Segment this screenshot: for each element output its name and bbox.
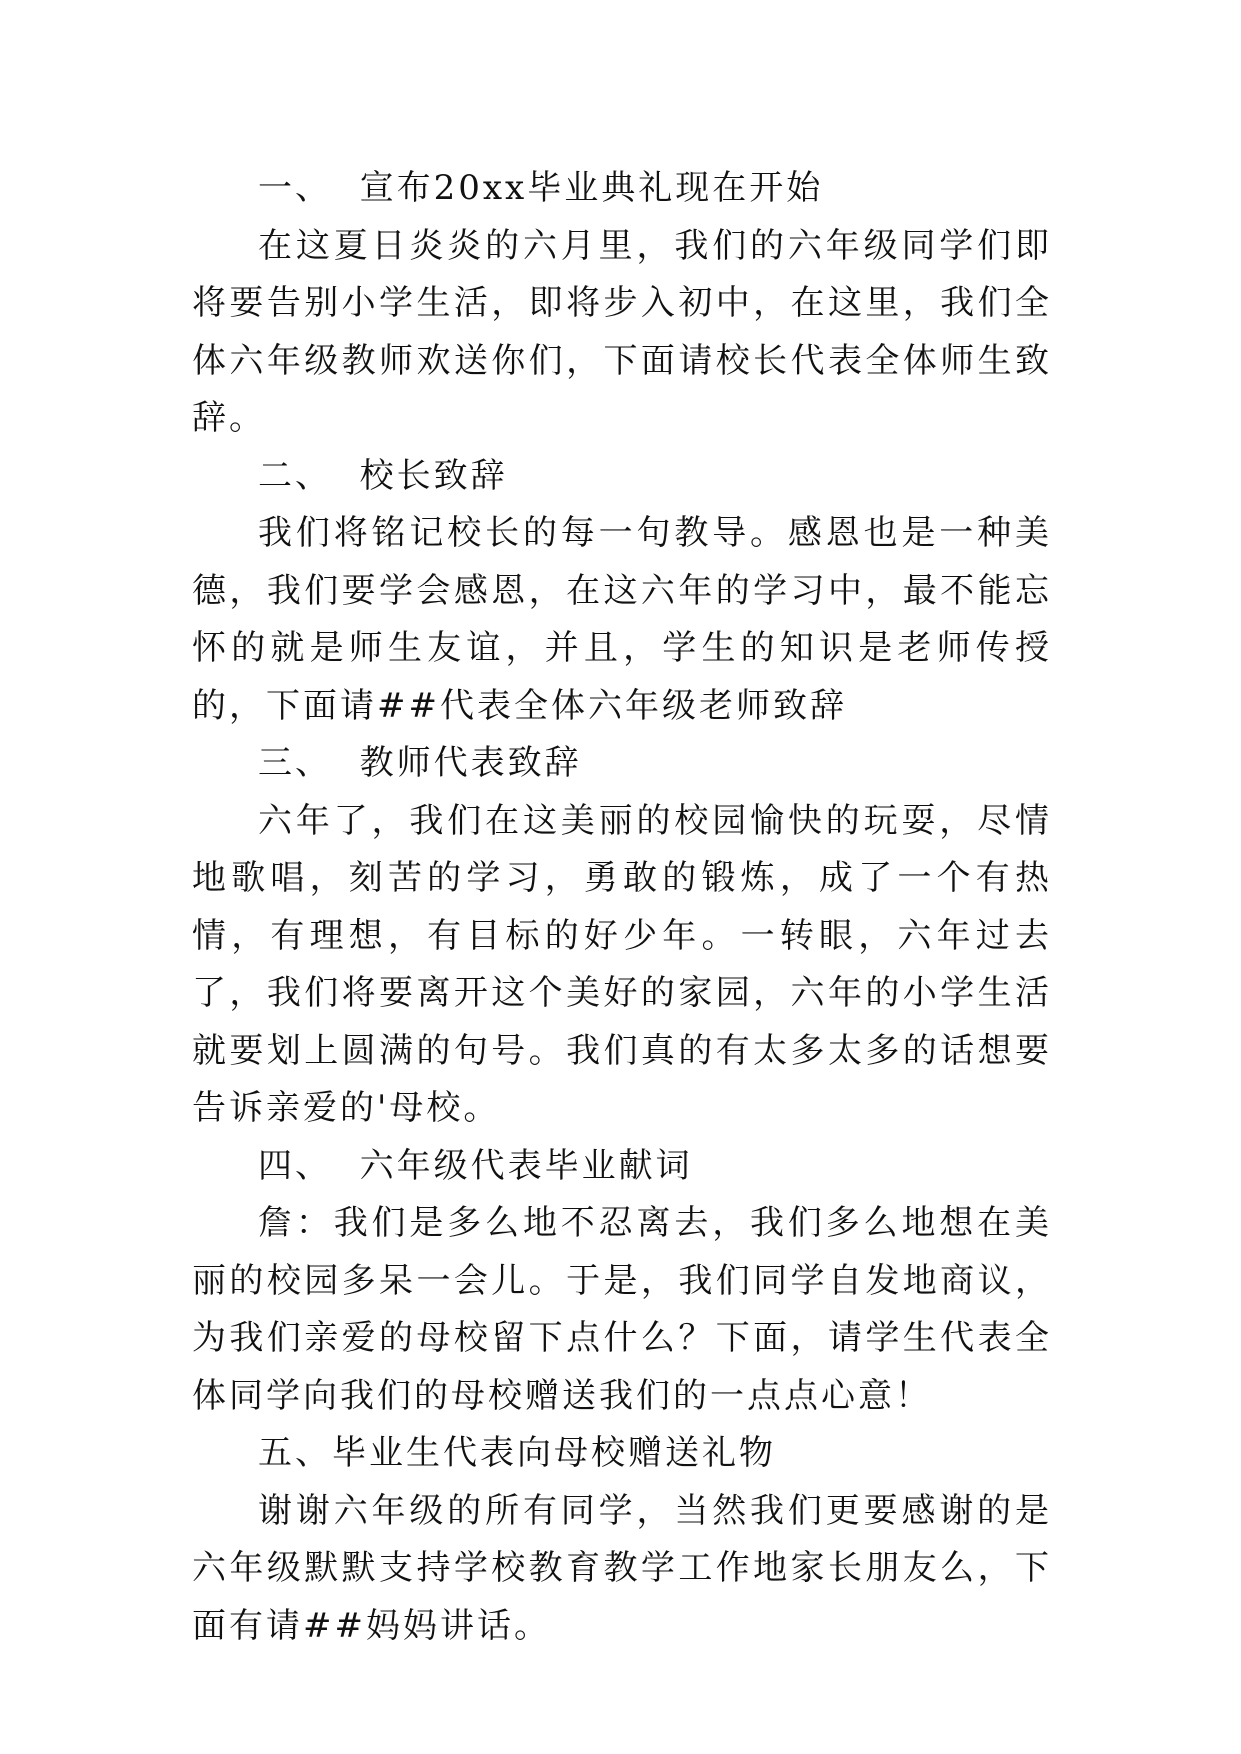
- paragraph-5: 谢谢六年级的所有同学，当然我们更要感谢的是六年级默默支持学校教育教学工作地家长朋友么，下面有请##妈妈讲话。: [192, 1490, 1052, 1646]
- section-heading-5: 五、毕业生代表向母校赠送礼物: [258, 1433, 776, 1473]
- document-body: [192, 160, 1052, 1655]
- section-heading-1: 一、 宣布20xx毕业典礼现在开始: [258, 168, 824, 208]
- paragraph-1: 在这夏日炎炎的六月里，我们的六年级同学们即将要告别小学生活，即将步入初中，在这里，我们全体六年级教师欢送你们，下面请校长代表全体师生致辞。: [192, 225, 1052, 438]
- section-heading-4: 四、 六年级代表毕业献词: [258, 1145, 693, 1186]
- paragraph-3: 六年了，我们在这美丽的校园愉快的玩耍，尽情地歌唱，刻苦的学习，勇敢的锻炼，成了一个有热情，有理想，有目标的好少年。一转眼，六年过去了，我们将要离开这个美好的家园，六年的小学生活就要划上圆满的句号。我们真的有太多太多的话想要告诉亲爱的'母校。: [192, 800, 1052, 1128]
- paragraph-4: 詹：我们是多么地不忍离去，我们多么地想在美丽的校园多呆一会儿。于是，我们同学自发地商议，为我们亲爱的母校留下点什么？下面，请学生代表全体同学向我们的母校赠送我们的一点点心意！: [192, 1203, 1052, 1416]
- section-heading-3: 三、 教师代表致辞: [258, 743, 582, 783]
- paragraph-2: 我们将铭记校长的每一句教导。感恩也是一种美德，我们要学会感恩，在这六年的学习中，最不能忘怀的就是师生友谊，并且，学生的知识是老师传授的，下面请##代表全体六年级老师致辞: [192, 513, 1052, 726]
- section-heading-2: 二、 校长致辞: [258, 455, 508, 496]
